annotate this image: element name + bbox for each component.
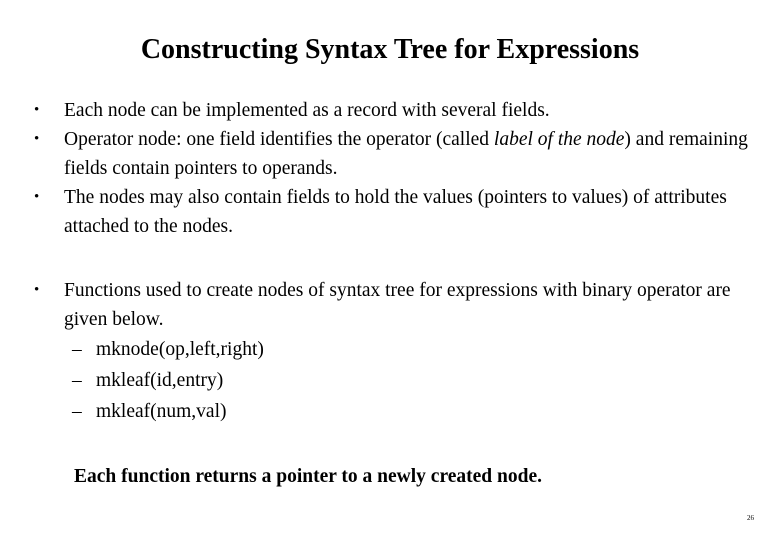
bullet-marker: •: [34, 131, 40, 147]
bullet-item: [34, 125, 764, 183]
spacer: [34, 241, 764, 276]
bullet-marker: •: [34, 282, 40, 298]
summary-note: Each function returns a pointer to a newly created node.: [74, 466, 542, 487]
bullet-marker: •: [34, 189, 40, 205]
function-text: mkleaf(num,val): [96, 401, 227, 422]
sub-bullet-dash: –: [72, 339, 82, 360]
sub-bullet-dash: –: [72, 370, 82, 391]
bullet-text: Each node can be implemented as a record with several fields.: [64, 100, 550, 121]
bullet-text: [64, 125, 764, 183]
bullet-list: [34, 96, 764, 427]
bullet-text-italic: label of the node: [493, 129, 625, 150]
slide-title: Constructing Syntax Tree for Expressions: [140, 34, 640, 65]
bullet-item: [34, 183, 764, 241]
bullet-text-after: ) and remaining fields contain pointers to operands.: [64, 129, 748, 179]
function-item: [34, 396, 764, 427]
sub-bullet-dash: –: [72, 401, 82, 422]
bullet-item: [34, 276, 764, 334]
page-number: 26: [747, 514, 754, 522]
function-text: mkleaf(id,entry): [96, 370, 224, 391]
bullet-text: Functions used to create nodes of syntax tree for expressions with binary operator are given below.: [64, 280, 731, 330]
function-item: [34, 334, 764, 365]
bullet-text: The nodes may also contain fields to hold the values (pointers to values) of attributes attached to the nodes.: [64, 187, 727, 237]
bullet-item: [34, 96, 764, 125]
bullet-text-before: Operator node: one field identifies the operator (called: [64, 129, 494, 150]
bullet-marker: •: [34, 102, 40, 118]
function-text: mknode(op,left,right): [96, 339, 264, 360]
function-item: [34, 365, 764, 396]
